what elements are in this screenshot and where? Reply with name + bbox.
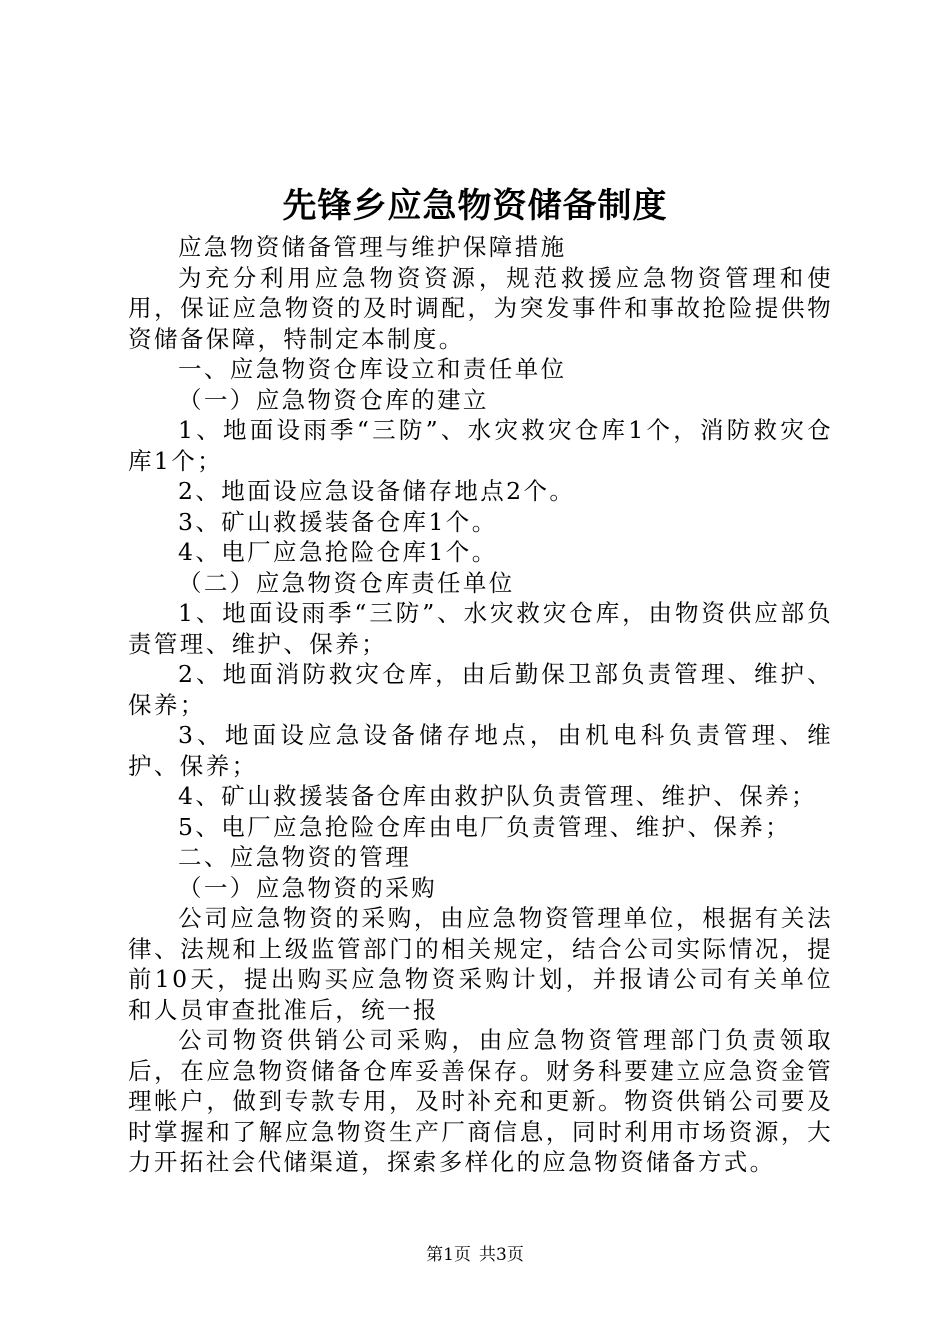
paragraph-subtitle: 应急物资储备管理与维护保障措施 [178,233,567,261]
list-item: 4、矿山救援装备仓库由救护队负责管理、维护、保养； [178,782,817,810]
paragraph-intro: 为充分利用应急物资资源，规范救援应急物资管理和使用，保证应急物资的及时调配，为突发事件和事故抢险提供物资储备保障，特制定本制度。 [128,263,833,353]
list-item: 4、电厂应急抢险仓库1个。 [178,538,498,566]
document-title: 先锋乡应急物资储备制度 [282,186,668,226]
document-body [128,232,833,1178]
section-heading-1: 一、应急物资仓库设立和责任单位 [178,355,567,383]
paragraph-procurement: 公司应急物资的采购，由应急物资管理单位，根据有关法律、法规和上级监管部门的相关规定，结合公司实际情况，提前10天，提出购买应急物资采购计划，并报请公司有关单位和人员审查批准后，统一报 [128,904,833,1024]
section-heading-2: 二、应急物资的管理 [178,843,412,871]
subsection-heading-1-2: （二）应急物资仓库责任单位 [178,568,515,597]
list-item: 1、地面设雨季“三防”、水灾救灾仓库1个，消防救灾仓库1个； [128,416,833,475]
subsection-heading-2-1: （一）应急物资的采购 [178,873,437,902]
page-number: 第1页 [426,1245,471,1265]
paragraph-storage: 公司物资供销公司采购，由应急物资管理部门负责领取后，在应急物资储备仓库妥善保存。财务科要建立应急资金管理帐户，做到专款专用，及时补充和更新。物资供销公司要及时掌握和了解应急物资生产厂商信息，同时利用市场资源，大力开拓社会代储渠道，探索多样化的应急物资储备方式。 [128,1026,833,1176]
list-item: 3、地面设应急设备储存地点，由机电科负责管理、维护、保养； [128,721,833,780]
list-item: 2、地面设应急设备储存地点2个。 [178,477,576,505]
list-item: 3、矿山救援装备仓库1个。 [178,507,498,536]
page-footer [0,1244,950,1266]
subsection-heading-1-1: （一）应急物资仓库的建立 [178,385,489,414]
list-item: 1、地面设雨季“三防”、水灾救灾仓库，由物资供应部负责管理、维护、保养； [128,599,833,658]
list-item: 5、电厂应急抢险仓库由电厂负责管理、维护、保养； [178,812,792,841]
page-total: 共3页 [479,1245,524,1265]
list-item: 2、地面消防救灾仓库，由后勤保卫部负责管理、维护、保养； [128,660,833,719]
